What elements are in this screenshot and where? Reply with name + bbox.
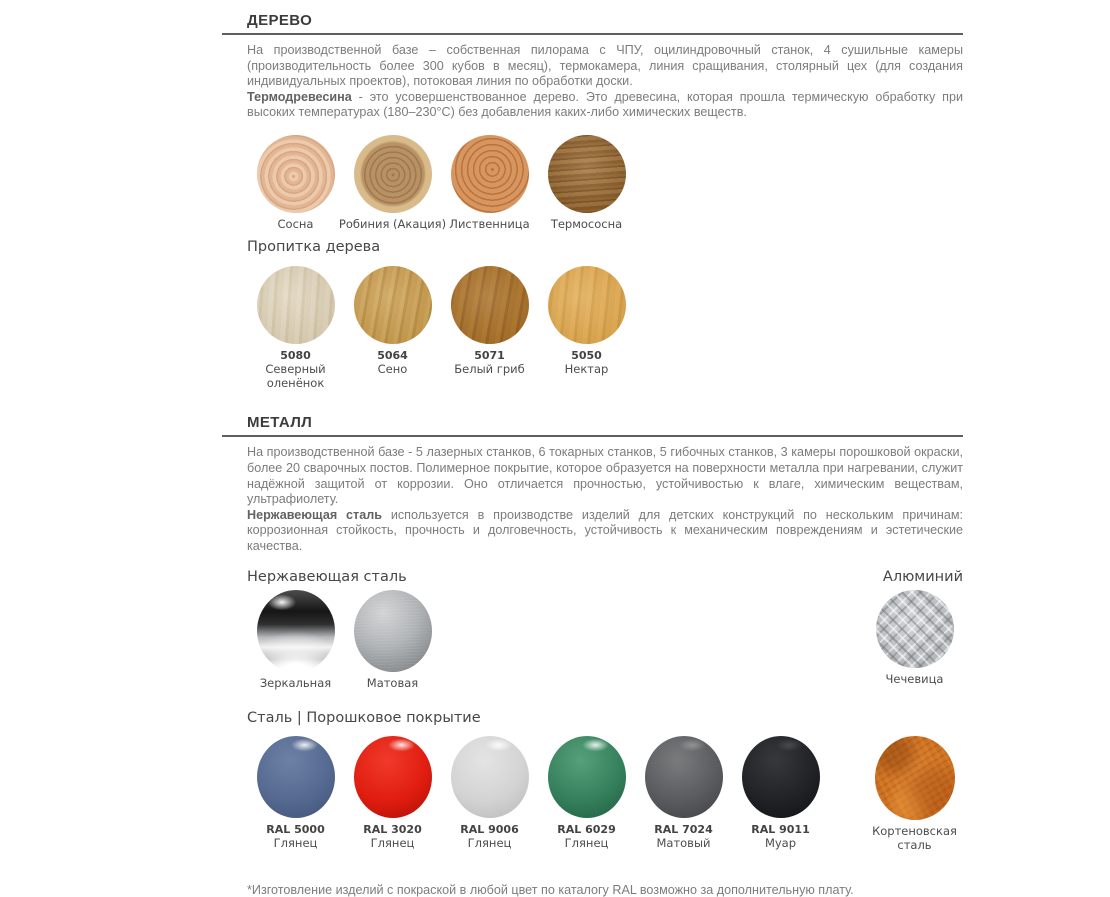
ral-finish: Муар <box>764 836 797 851</box>
thermopine-wood-swatch <box>548 135 626 213</box>
stainless-finish-cell <box>344 590 441 691</box>
metal-section-divider <box>222 435 963 437</box>
impregnation-name: Нектар <box>564 362 609 377</box>
impregnation-code: 5050 <box>571 349 602 363</box>
impregnation-name: Белый гриб <box>454 362 525 377</box>
impregnation-cell <box>344 266 441 377</box>
ral-finish: Матовый <box>656 836 711 851</box>
impregnation-5064-swatch <box>354 266 432 344</box>
metal-intro-paragraph <box>247 445 963 554</box>
ral-code: RAL 9006 <box>460 823 519 837</box>
impregnation-code: 5064 <box>377 349 408 363</box>
ral-code: RAL 7024 <box>654 823 713 837</box>
section-wood <box>247 12 963 390</box>
wood-intro-paragraph <box>247 43 963 121</box>
impregnation-5050-swatch <box>548 266 626 344</box>
ral-9011-swatch <box>742 736 820 818</box>
wood-species-label: Термососна <box>550 216 623 231</box>
corten-label: Кортеновская сталь <box>872 824 957 852</box>
stainless-aluminum-headings <box>247 568 963 586</box>
aluminum-finish-cell <box>866 590 963 687</box>
diamond-plate-aluminum-swatch <box>876 590 954 668</box>
stainless-row <box>247 590 963 691</box>
mirror-steel-swatch <box>257 590 335 672</box>
wood-species-row <box>247 135 963 232</box>
ral-finish: Глянец <box>564 836 609 851</box>
aluminum-title: Алюминий <box>882 568 963 585</box>
wood-species-cell <box>247 135 344 232</box>
stainless-term: Нержавеющая сталь <box>247 507 382 522</box>
impregnation-cell <box>441 266 538 377</box>
stainless-finish-label: Зеркальная <box>259 675 332 690</box>
ral-code: RAL 6029 <box>557 823 616 837</box>
powder-cell <box>635 736 732 851</box>
wood-species-label: Лиственница <box>449 216 530 231</box>
powder-coating-row <box>247 736 963 852</box>
wood-species-cell <box>538 135 635 232</box>
impregnation-name: Сено <box>377 362 408 377</box>
thermowood-term: Термодревесина <box>247 89 352 104</box>
thermowood-description: - это усовершенствованное дерево. Это древесина, которая прошла термическую обработку при высоких температурах (180–230°С) без добавления каких-либо химических веществ. <box>247 89 963 120</box>
wood-intro-text: На производственной базе – собственная пилорама с ЧПУ, оцилиндровочный станок, 4 сушильные камеры (производительность более 300 кубов в месяц), термокамера, линия сращивания, столярный цех (для создания индивидуальных проектов), потоковая линия по обработки доски. <box>247 43 963 89</box>
ral-7024-swatch <box>645 736 723 818</box>
wood-species-label: Робиния (Акация) <box>338 216 447 231</box>
ral-finish: Глянец <box>467 836 512 851</box>
impregnation-title: Пропитка дерева <box>247 239 381 256</box>
aluminum-finish-label: Чечевица <box>885 671 944 686</box>
ral-5000-swatch <box>257 736 335 818</box>
ral-code: RAL 5000 <box>266 823 325 837</box>
ral-code: RAL 3020 <box>363 823 422 837</box>
ral-finish: Глянец <box>370 836 415 851</box>
powder-cell <box>732 736 829 851</box>
wood-species-cell <box>441 135 538 232</box>
wood-species-label: Сосна <box>277 216 314 231</box>
powder-cell <box>441 736 538 851</box>
page-content <box>247 0 963 897</box>
stainless-finish-label: Матовая <box>366 675 419 690</box>
ral-footnote: *Изготовление изделий с покраской в любой цвет по каталогу RAL возможно за дополнительную плату. <box>247 883 854 897</box>
wood-species-cell <box>338 135 447 232</box>
robinia-wood-swatch <box>354 135 432 213</box>
stainless-title: Нержавеющая сталь <box>247 568 407 585</box>
impregnation-code: 5071 <box>474 349 505 363</box>
stainless-description: используется в производстве изделий для детских конструкций по нескольким причинам: коррозионная стойкость, прочность и долговечность, устойчивость к механическим повреждениям и эстетические качества. <box>247 507 963 554</box>
impregnation-row <box>247 266 963 390</box>
ral-code: RAL 9011 <box>751 823 810 837</box>
ral-6029-swatch <box>548 736 626 818</box>
metal-section-title: МЕТАЛЛ <box>247 414 313 432</box>
matte-steel-swatch <box>354 590 432 672</box>
ral-3020-swatch <box>354 736 432 818</box>
powder-cell <box>344 736 441 851</box>
impregnation-cell <box>538 266 635 377</box>
corten-cell <box>866 736 963 852</box>
powder-cell <box>247 736 344 851</box>
impregnation-5071-swatch <box>451 266 529 344</box>
pine-wood-swatch <box>257 135 335 213</box>
impregnation-code: 5080 <box>280 349 311 363</box>
corten-steel-swatch <box>875 736 955 820</box>
metal-intro-text: На производственной базе - 5 лазерных станков, 6 токарных станков, 5 гибочных станков, 3 камеры порошковой окраски, более 20 сварочных постов. Полимерное покрытие, которое образуется на поверхности металла при нагревании, служит надёжной защитой от коррозии. Оно отличается прочностью, устойчивостью к влаге, химическим веществам, ультрафиолету. <box>247 445 963 507</box>
powder-cell <box>538 736 635 851</box>
ral-9006-swatch <box>451 736 529 818</box>
stainless-finish-cell <box>247 590 344 691</box>
section-metal <box>247 414 963 897</box>
wood-section-title: ДЕРЕВО <box>247 12 313 29</box>
impregnation-name: Северный оленёнок <box>265 362 326 390</box>
powder-coating-title: Сталь | Порошковое покрытие <box>247 710 481 727</box>
larch-wood-swatch <box>451 135 529 213</box>
impregnation-5080-swatch <box>257 266 335 344</box>
impregnation-cell <box>247 266 344 390</box>
ral-finish: Глянец <box>273 836 318 851</box>
wood-section-divider <box>222 33 963 35</box>
